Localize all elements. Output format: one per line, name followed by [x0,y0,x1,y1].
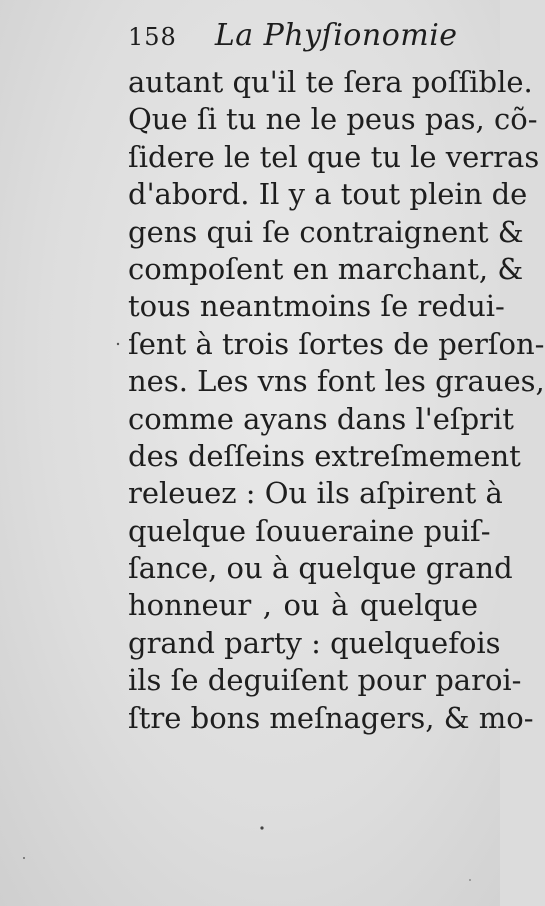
text-line: gens qui ſe contraignent & [128,214,524,249]
body-text [128,64,545,737]
text-line: ſance, ou à quelque grand [128,551,513,586]
ink-speck [469,879,471,881]
text-line: quelque ſouueraine puiſ- [128,513,491,548]
text-line: comme ayans dans l'eſprit [128,401,514,436]
ink-speck [23,857,25,859]
ink-speck [260,826,263,829]
text-line: grand party : quelquefois [128,625,501,660]
text-line: des deſſeins extreſmement [128,438,521,473]
page-header [128,18,458,68]
page-number: 158 [128,23,177,51]
text-line: releuez : Ou ils aſpirent à [128,476,503,511]
text-line: d'abord. Il y a tout plein de [128,177,528,212]
text-line: ſidere le tel que tu le verras [128,139,540,174]
text-line: autant qu'il te ſera poſſible. [128,65,533,99]
text-line: ſtre bons meſnagers, & mo- [128,700,534,735]
text-line: ſent à trois ſortes de perſon- [128,326,545,361]
text-line: ils ſe deguiſent pour paroi- [128,663,522,698]
text-line: tous neantmoins ſe redui- [128,289,505,324]
ink-speck [117,343,119,345]
running-title: La Phyſionomie [214,18,458,53]
text-line: nes. Les vns font les graues, [128,364,545,399]
text-line: compoſent en marchant, & [128,251,524,286]
text-line: honneur , ou à quelque [128,588,478,623]
text-line: Que ſi tu ne le peus pas, cõ- [128,102,538,137]
